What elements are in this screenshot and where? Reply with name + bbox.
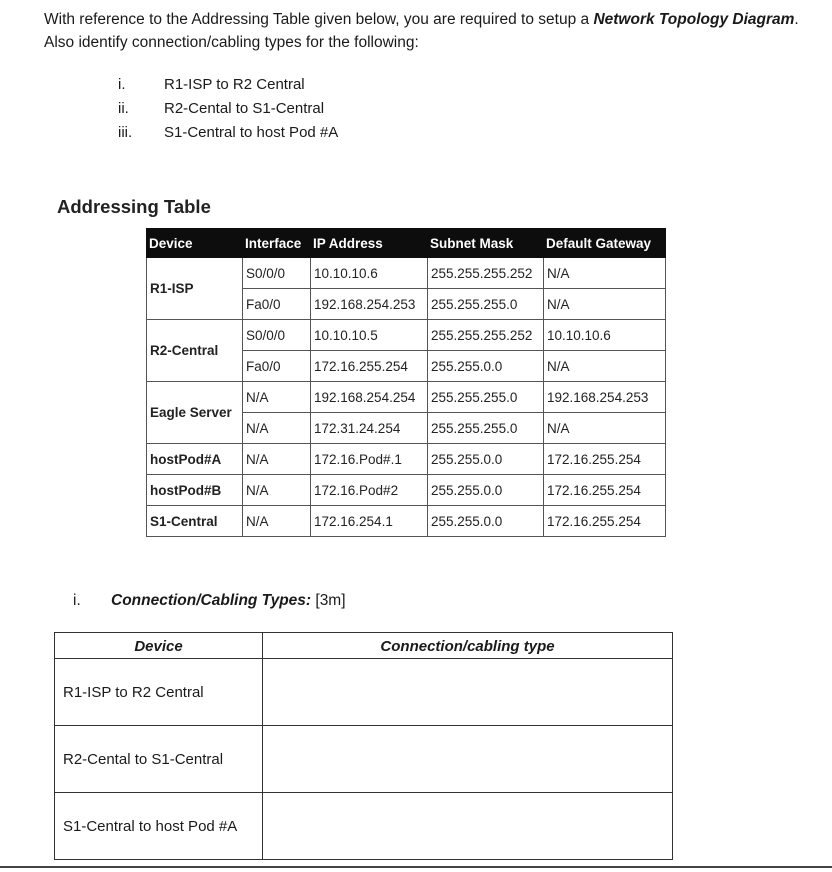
ip-address-cell: 172.16.254.1 xyxy=(311,506,428,537)
ip-address-cell: 172.31.24.254 xyxy=(311,413,428,444)
connection-device: S1-Central to host Pod #A xyxy=(55,793,263,860)
table-row xyxy=(55,659,673,726)
device-name: hostPod#A xyxy=(147,444,243,475)
section-title: Connection/Cabling Types: xyxy=(111,592,312,609)
table-header-row xyxy=(147,229,666,258)
header-device: Device xyxy=(55,633,263,659)
intro-text-1: With reference to the Addressing Table given below, you are required to setup a xyxy=(44,11,594,28)
gateway-cell: 172.16.255.254 xyxy=(544,506,666,537)
header-connection-type: Connection/cabling type xyxy=(263,633,673,659)
table-row xyxy=(147,320,666,351)
subnet-mask-cell: 255.255.255.0 xyxy=(428,413,544,444)
subnet-mask-cell: 255.255.0.0 xyxy=(428,444,544,475)
subnet-mask-cell: 255.255.0.0 xyxy=(428,351,544,382)
gateway-cell: N/A xyxy=(544,351,666,382)
table-row xyxy=(55,726,673,793)
section-number: i. xyxy=(73,592,81,609)
table-row xyxy=(147,258,666,289)
connection-table xyxy=(54,632,673,860)
connection-device: R2-Cental to S1-Central xyxy=(55,726,263,793)
header-ip: IP Address xyxy=(311,229,428,258)
subnet-mask-cell: 255.255.255.0 xyxy=(428,382,544,413)
gateway-cell: 192.168.254.253 xyxy=(544,382,666,413)
addressing-table xyxy=(146,228,666,537)
table-header-row xyxy=(55,633,673,659)
subnet-mask-cell: 255.255.255.252 xyxy=(428,258,544,289)
addressing-table-title: Addressing Table xyxy=(57,196,211,217)
interface-cell: N/A xyxy=(243,475,311,506)
interface-cell: S0/0/0 xyxy=(243,320,311,351)
ip-address-cell: 172.16.Pod#.1 xyxy=(311,444,428,475)
gateway-cell: N/A xyxy=(544,413,666,444)
device-name: Eagle Server xyxy=(147,382,243,444)
interface-cell: N/A xyxy=(243,444,311,475)
gateway-cell: 172.16.255.254 xyxy=(544,475,666,506)
device-name: R1-ISP xyxy=(147,258,243,320)
page-bottom-rule xyxy=(0,866,832,868)
table-row xyxy=(147,382,666,413)
ip-address-cell: 10.10.10.6 xyxy=(311,258,428,289)
ip-address-cell: 172.16.Pod#2 xyxy=(311,475,428,506)
gateway-cell: 10.10.10.6 xyxy=(544,320,666,351)
gateway-cell: N/A xyxy=(544,258,666,289)
subnet-mask-cell: 255.255.255.252 xyxy=(428,320,544,351)
connection-type-cell[interactable] xyxy=(263,659,673,726)
device-name: S1-Central xyxy=(147,506,243,537)
interface-cell: Fa0/0 xyxy=(243,351,311,382)
interface-cell: Fa0/0 xyxy=(243,289,311,320)
device-name: hostPod#B xyxy=(147,475,243,506)
interface-cell: N/A xyxy=(243,382,311,413)
header-interface: Interface xyxy=(243,229,311,258)
intro-bold-term: Network Topology Diagram xyxy=(593,11,795,28)
header-device: Device xyxy=(147,229,243,258)
gateway-cell: 172.16.255.254 xyxy=(544,444,666,475)
connection-type-cell[interactable] xyxy=(263,793,673,860)
section-marks: [3m] xyxy=(311,592,346,609)
header-gateway: Default Gateway xyxy=(544,229,666,258)
gateway-cell: N/A xyxy=(544,289,666,320)
table-row xyxy=(147,444,666,475)
interface-cell: S0/0/0 xyxy=(243,258,311,289)
device-name: R2-Central xyxy=(147,320,243,382)
table-row xyxy=(55,793,673,860)
subnet-mask-cell: 255.255.0.0 xyxy=(428,475,544,506)
interface-cell: N/A xyxy=(243,413,311,444)
connection-type-cell[interactable] xyxy=(263,726,673,793)
header-mask: Subnet Mask xyxy=(428,229,544,258)
interface-cell: N/A xyxy=(243,506,311,537)
table-row xyxy=(147,475,666,506)
ip-address-cell: 192.168.254.253 xyxy=(311,289,428,320)
subnet-mask-cell: 255.255.255.0 xyxy=(428,289,544,320)
table-row xyxy=(147,506,666,537)
ip-address-cell: 192.168.254.254 xyxy=(311,382,428,413)
intro-text-2: . Also identify connection/cabling types for the following: xyxy=(44,11,799,51)
ip-address-cell: 172.16.255.254 xyxy=(311,351,428,382)
question-intro xyxy=(44,8,804,54)
connection-device: R1-ISP to R2 Central xyxy=(55,659,263,726)
ip-address-cell: 10.10.10.5 xyxy=(311,320,428,351)
subnet-mask-cell: 255.255.0.0 xyxy=(428,506,544,537)
